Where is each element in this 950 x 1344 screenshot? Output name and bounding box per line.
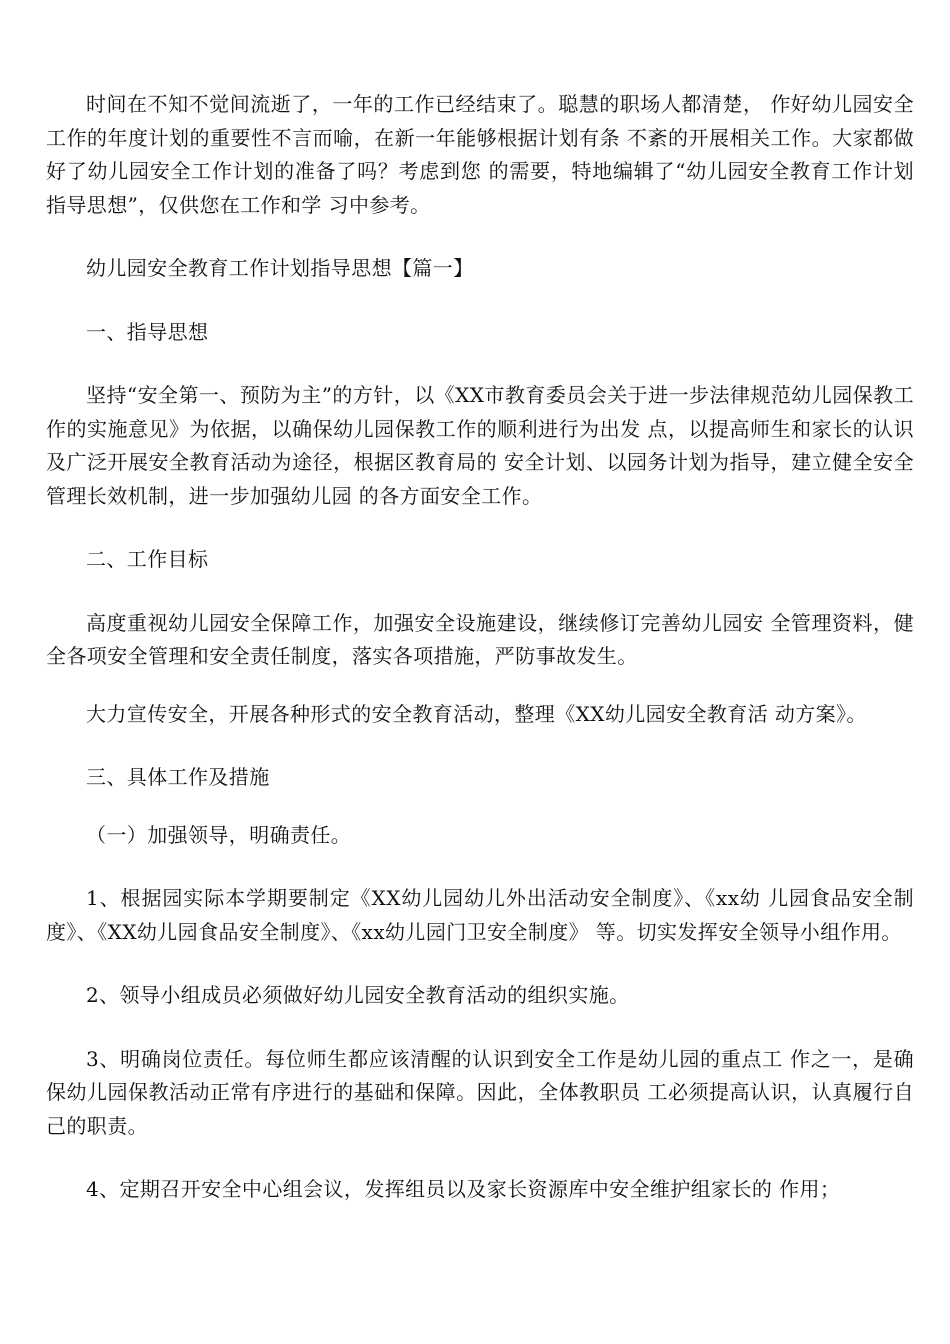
document-page — [46, 88, 914, 1207]
subsection-heading-leadership: （一）加强领导，明确责任。 — [86, 822, 352, 847]
section-body-guiding-ideology: 坚持“安全第一、预防为主”的方针，以《XX市教育委员会关于进一步法律规范幼儿园保教工作的实施意见》为依据，以确保幼儿园保教工作的顺利进行为出发 点，以提高师生和家长的认识及广泛开展安全教育活动为途径，根据区教育局的 安全计划、以园务计划为指导，建立健全安全管理长效机制，进一步加强幼儿园 的各方面安全工作。 — [46, 383, 914, 508]
section-heading-measures: 三、具体工作及措施 — [86, 765, 270, 789]
section-body-work-goals-1: 高度重视幼儿园安全保障工作，加强安全设施建设，继续修订完善幼儿园安 全管理资料，健全各项安全管理和安全责任制度，落实各项措施，严防事故发生。 — [46, 610, 914, 668]
section-heading-work-goals: 二、工作目标 — [86, 547, 209, 571]
list-item-1: 1、根据园实际本学期要制定《XX幼儿园幼儿外出活动安全制度》、《xx幼 儿园食品安全制度》、《XX幼儿园食品安全制度》、《xx幼儿园门卫安全制度》 等。切实发挥安全领导小组作用。 — [46, 886, 914, 944]
section-body-work-goals-2: 大力宣传安全，开展各种形式的安全教育活动，整理《XX幼儿园安全教育活 动方案》。 — [86, 701, 867, 726]
document-title: 幼儿园安全教育工作计划指导思想【篇一】 — [86, 256, 474, 280]
section-heading-guiding-ideology: 一、指导思想 — [86, 319, 209, 344]
list-item-2: 2、领导小组成员必须做好幼儿园安全教育活动的组织实施。 — [86, 983, 630, 1007]
list-item-4: 4、定期召开安全中心组会议，发挥组员以及家长资源库中安全维护组家长的 作用； — [86, 1177, 841, 1201]
list-item-3: 3、明确岗位责任。每位师生都应该清醒的认识到安全工作是幼儿园的重点工 作之一，是确保幼儿园保教活动正常有序进行的基础和保障。因此，全体教职员 工必须提高认识，认真履行自己的职责。 — [46, 1046, 914, 1138]
intro-paragraph: 时间在不知不觉间流逝了，一年的工作已经结束了。聪慧的职场人都清楚， 作好幼儿园安全工作的年度计划的重要性不言而喻，在新一年能够根据计划有条 不紊的开展相关工作。大家都做好了幼儿园安全工作计划的准备了吗？考虑到您 的需要，特地编辑了“幼儿园安全教育工作计划指导思想”，仅供您在工作和学 习中参考。 — [46, 92, 914, 217]
